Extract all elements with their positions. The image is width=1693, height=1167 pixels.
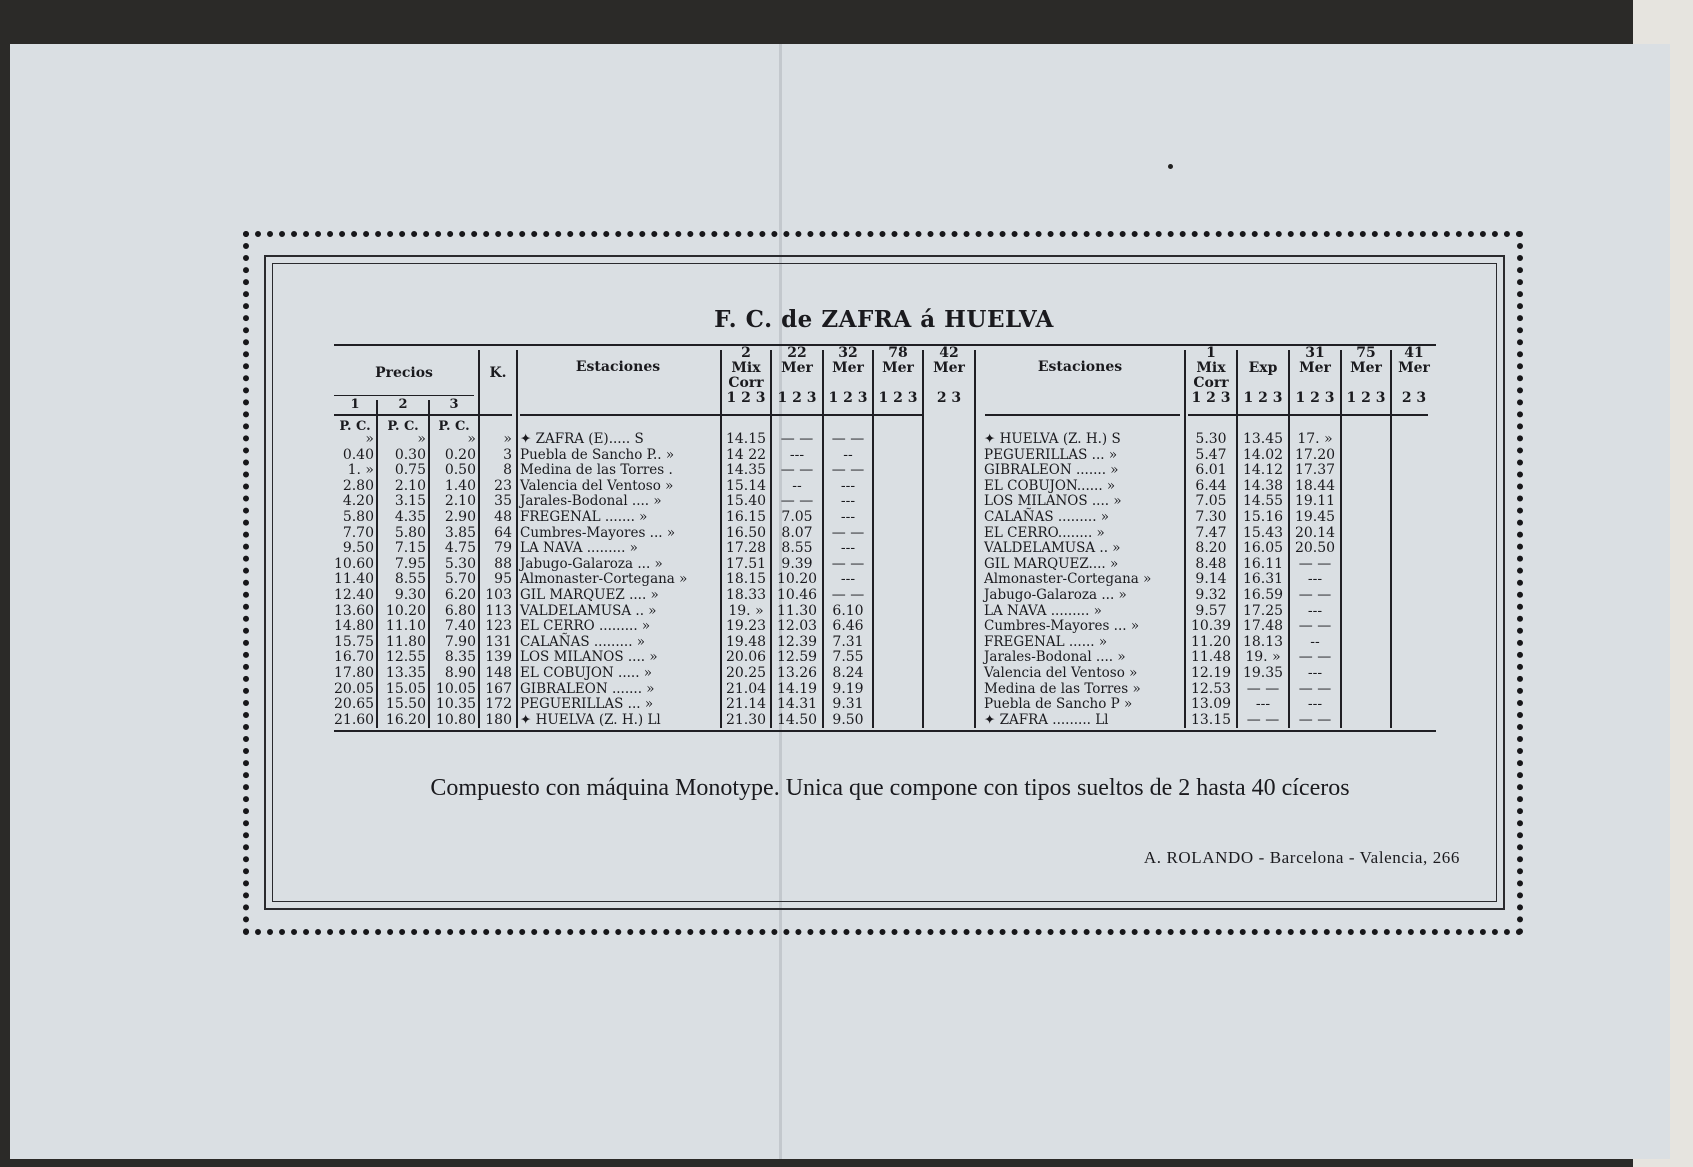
return-stations-cell: LOS MILANOS .... »: [984, 493, 1122, 510]
train-2-cell: 18.15: [725, 571, 767, 588]
price-class-3-cell: 6.80: [444, 602, 476, 619]
price-class-3-cell: 10.05: [435, 680, 476, 697]
stations-cell: Cumbres-Mayores ... »: [520, 524, 676, 541]
header-underline: [985, 414, 1180, 416]
train-75-header: 75 Mer 1 2 3: [1346, 345, 1386, 406]
km-cell: 88: [494, 555, 512, 572]
column-divider: [516, 350, 518, 728]
return-stations-cell: EL CERRO........ »: [984, 524, 1105, 541]
train-2-cell: 14 22: [725, 446, 767, 463]
price-class-1-cell: 14.80: [334, 618, 375, 635]
train-31-cell: 17.37: [1294, 462, 1336, 479]
train-31-cell: ---: [1307, 696, 1323, 713]
km-cell: 95: [494, 571, 512, 588]
train-exp-cell: 16.31: [1242, 571, 1284, 588]
train-32-column: [824, 432, 872, 728]
train-32-cell: ---: [840, 508, 856, 525]
train-exp-cell: 16.05: [1242, 540, 1284, 557]
timetable-title: F. C. de ZAFRA á HUELVA: [714, 306, 1054, 333]
train-31-cell: — —: [1298, 618, 1332, 635]
stations-cell: PEGUERILLAS ... »: [520, 696, 654, 713]
km-cell: 64: [494, 524, 512, 541]
train-exp-cell: 15.43: [1242, 524, 1284, 541]
price-class-1-cell: 12.40: [334, 586, 375, 603]
stations-cell: EL CERRO ......... »: [520, 618, 651, 635]
price-class-1-cell: 17.80: [334, 664, 375, 681]
train-exp-cell: 17.25: [1242, 602, 1284, 619]
train-32-cell: 7.55: [832, 649, 864, 666]
price-class-3-cell: 7.90: [444, 633, 476, 650]
train-32-cell: — —: [831, 586, 865, 603]
price-class-1-cell: 15.75: [334, 633, 375, 650]
train-exp-cell: 13.45: [1242, 431, 1284, 447]
pc-label-2: P. C.: [387, 419, 419, 434]
price-class-2-cell: 15.05: [385, 680, 426, 697]
train-32-cell: 9.50: [832, 711, 864, 728]
return-stations-cell: Cumbres-Mayores ... »: [984, 618, 1140, 635]
train-1-cell: 8.48: [1195, 555, 1227, 572]
train-31-cell: ---: [1307, 664, 1323, 681]
price-class-2-cell: 0.75: [394, 462, 426, 479]
train-31-cell: 19.11: [1294, 493, 1336, 510]
train-31-cell: ---: [1307, 571, 1323, 588]
train-78-header: 78 Mer 1 2 3: [878, 345, 918, 406]
column-divider: [1340, 350, 1342, 728]
train-32-cell: ---: [840, 571, 856, 588]
return-stations-cell: GIBRALEON ....... »: [984, 462, 1119, 479]
train-32-cell: 8.24: [832, 664, 864, 681]
price-class-3-cell: 10.80: [435, 711, 476, 728]
train-22-cell: 12.39: [776, 633, 818, 650]
return-stations-cell: Jarales-Bodonal .... »: [984, 649, 1126, 666]
return-stations-cell: EL COBUJON...... »: [984, 477, 1116, 494]
train-1-cell: 12.19: [1190, 664, 1232, 681]
train-exp-cell: 16.59: [1242, 586, 1284, 603]
stations-cell: GIL MARQUEZ .... »: [520, 586, 659, 603]
km-cell: 79: [494, 540, 512, 557]
train-42-header: 42 Mer 2 3: [933, 345, 965, 406]
train-exp-cell: 14.38: [1242, 477, 1284, 494]
price-class-2-cell: 11.80: [385, 633, 426, 650]
train-exp-cell: 14.02: [1242, 446, 1284, 463]
price-class-3-cell: 10.35: [435, 696, 476, 713]
train-31-cell: — —: [1298, 680, 1332, 697]
price-class-2-cell: 5.80: [394, 524, 426, 541]
train-exp-cell: 18.13: [1242, 633, 1284, 650]
train-exp-cell: 16.11: [1242, 555, 1284, 572]
train-1-cell: 8.20: [1195, 540, 1227, 557]
return-stations-cell: CALAÑAS ......... »: [984, 508, 1110, 525]
train-1-cell: 11.20: [1190, 633, 1232, 650]
km-cell: 180: [485, 711, 512, 728]
price-class-2-cell: 7.95: [394, 555, 426, 572]
km-cell: 113: [485, 602, 512, 619]
monotype-note: Compuesto con máquina Monotype. Unica que compone con tipos sueltos de 2 hasta 40 cíceros: [430, 775, 1350, 801]
km-cell: 103: [485, 586, 512, 603]
column-divider: [974, 350, 976, 728]
train-22-cell: 14.50: [776, 711, 818, 728]
train-32-cell: — —: [831, 555, 865, 572]
train-22-cell: 9.39: [781, 555, 813, 572]
stations-cell: CALAÑAS ......... »: [520, 633, 646, 650]
return-stations-cell: ✦ ZAFRA ......... Ll: [984, 711, 1109, 728]
train-31-cell: 19.45: [1294, 508, 1336, 525]
train-2-cell: 20.06: [725, 649, 767, 666]
price-class-3-cell: 0.20: [444, 446, 476, 463]
train-2-cell: 15.40: [725, 493, 767, 510]
train-1-cell: 13.09: [1190, 696, 1232, 713]
table-bottom-rule: [334, 730, 1436, 732]
km-header: K.: [489, 365, 507, 381]
train-22-cell: 14.31: [776, 696, 818, 713]
km-cell: 35: [494, 493, 512, 510]
train-2-column: [722, 432, 770, 728]
stations-cell: LOS MILANOS .... »: [520, 649, 658, 666]
price-class-3-cell: 0.50: [444, 462, 476, 479]
header-underline: [520, 414, 720, 416]
stations-cell: GIBRALEON ....... »: [520, 680, 655, 697]
price-class-3-cell: 8.90: [444, 664, 476, 681]
train-22-cell: 11.30: [776, 602, 818, 619]
return-stations-cell: FREGENAL ...... »: [984, 633, 1108, 650]
train-exp-cell: ---: [1255, 696, 1271, 713]
stations-cell: Jarales-Bodonal .... »: [520, 493, 662, 510]
estaciones-header-return: Estaciones: [1037, 359, 1123, 375]
header-underline: [334, 414, 482, 416]
price-class-3-cell: 4.75: [444, 540, 476, 557]
train-exp-cell: — —: [1246, 680, 1280, 697]
km-cell: 131: [485, 633, 512, 650]
train-1-cell: 7.30: [1195, 508, 1227, 525]
return-stations-column: [984, 432, 1182, 728]
train-2-header: 2 Mix Corr 1 2 3: [726, 345, 766, 406]
class-2-label: 2: [398, 397, 408, 412]
train-exp-cell: 19. »: [1245, 649, 1281, 666]
train-22-cell: — —: [780, 431, 814, 447]
km-cell: 139: [485, 649, 512, 666]
train-1-header: 1 Mix Corr 1 2 3: [1191, 345, 1231, 406]
train-32-cell: --: [843, 446, 853, 463]
price-class-1-column: [334, 432, 374, 728]
train-exp-cell: 14.12: [1242, 462, 1284, 479]
train-22-cell: 8.07: [781, 524, 813, 541]
train-31-cell: — —: [1298, 649, 1332, 666]
km-cell: 148: [485, 664, 512, 681]
price-class-2-cell: 0.30: [394, 446, 426, 463]
km-cell: 3: [503, 446, 512, 463]
price-class-1-cell: 20.65: [334, 696, 375, 713]
train-31-column: [1290, 432, 1340, 728]
price-class-2-cell: 10.20: [385, 602, 426, 619]
train-31-cell: ---: [1307, 602, 1323, 619]
train-32-header: 32 Mer 1 2 3: [828, 345, 868, 406]
km-cell: 167: [485, 680, 512, 697]
train-41-header: 41 Mer 2 3: [1398, 345, 1430, 406]
train-22-column: [772, 432, 822, 728]
stations-column: [520, 432, 718, 728]
return-stations-cell: Valencia del Ventoso »: [984, 664, 1138, 681]
train-22-cell: — —: [780, 493, 814, 510]
train-1-cell: 5.30: [1195, 431, 1227, 447]
estaciones-header: Estaciones: [575, 359, 661, 375]
return-stations-cell: Puebla de Sancho P »: [984, 696, 1133, 713]
price-class-1-cell: 13.60: [334, 602, 375, 619]
train-22-cell: ---: [789, 446, 805, 463]
train-2-cell: 15.14: [725, 477, 767, 494]
price-class-3-column: [430, 432, 476, 728]
train-2-cell: 20.25: [725, 664, 767, 681]
train-32-cell: 6.10: [832, 602, 864, 619]
km-cell: 172: [485, 696, 512, 713]
train-1-cell: 10.39: [1190, 618, 1232, 635]
price-class-1-cell: 20.05: [334, 680, 375, 697]
train-22-header: 22 Mer 1 2 3: [777, 345, 817, 406]
km-cell: »: [503, 431, 512, 447]
price-class-1-cell: 0.40: [342, 446, 374, 463]
return-stations-cell: PEGUERILLAS ... »: [984, 446, 1118, 463]
price-class-1-cell: 4.20: [342, 493, 374, 510]
price-class-3-cell: 7.40: [444, 618, 476, 635]
price-class-3-cell: 6.20: [444, 586, 476, 603]
train-2-cell: 21.30: [725, 711, 767, 728]
price-class-2-cell: 3.15: [394, 493, 426, 510]
return-stations-cell: VALDELAMUSA .. »: [984, 540, 1121, 557]
price-class-2-cell: 9.30: [394, 586, 426, 603]
price-class-2-cell: »: [417, 431, 426, 447]
price-class-3-cell: 2.90: [444, 508, 476, 525]
header-underline: [1188, 414, 1428, 416]
train-1-cell: 12.53: [1190, 680, 1232, 697]
price-class-1-cell: 2.80: [342, 477, 374, 494]
price-class-1-cell: 21.60: [334, 711, 375, 728]
return-stations-cell: GIL MARQUEZ.... »: [984, 555, 1119, 572]
price-class-2-cell: 8.55: [394, 571, 426, 588]
train-2-cell: 17.51: [725, 555, 767, 572]
train-1-cell: 6.44: [1195, 477, 1227, 494]
price-class-1-cell: 9.50: [342, 540, 374, 557]
train-exp-cell: — —: [1246, 711, 1280, 728]
train-22-cell: 8.55: [781, 540, 813, 557]
price-class-3-cell: 5.30: [444, 555, 476, 572]
train-32-cell: ---: [840, 477, 856, 494]
price-class-2-cell: 12.55: [385, 649, 426, 666]
train-31-header: 31 Mer 1 2 3: [1295, 345, 1335, 406]
stations-cell: Medina de las Torres .: [520, 462, 673, 479]
km-cell: 48: [494, 508, 512, 525]
price-class-2-column: [378, 432, 426, 728]
train-1-cell: 9.32: [1195, 586, 1227, 603]
train-22-cell: 13.26: [776, 664, 818, 681]
price-class-3-cell: 3.85: [444, 524, 476, 541]
train-31-cell: 20.14: [1294, 524, 1336, 541]
header-underline: [482, 414, 512, 416]
km-cell: 123: [485, 618, 512, 635]
train-31-cell: 18.44: [1294, 477, 1336, 494]
train-31-cell: 17. »: [1297, 431, 1333, 447]
precios-class-rule: [334, 395, 474, 396]
stations-cell: FREGENAL ....... »: [520, 508, 648, 525]
train-2-cell: 19. »: [728, 602, 764, 619]
price-class-2-cell: 7.15: [394, 540, 426, 557]
price-class-1-cell: 11.40: [334, 571, 375, 588]
train-2-cell: 14.35: [725, 462, 767, 479]
train-1-cell: 9.14: [1195, 571, 1227, 588]
train-31-cell: — —: [1298, 555, 1332, 572]
precios-header: Precios: [375, 365, 433, 381]
train-1-cell: 5.47: [1195, 446, 1227, 463]
train-32-cell: ---: [840, 493, 856, 510]
train-22-cell: — —: [780, 462, 814, 479]
train-2-cell: 16.50: [725, 524, 767, 541]
train-exp-cell: 15.16: [1242, 508, 1284, 525]
km-cell: 8: [503, 462, 512, 479]
printer-imprint: A. ROLANDO - Barcelona - Valencia, 266: [1143, 848, 1460, 867]
train-exp-column: [1238, 432, 1288, 728]
train-2-cell: 14.15: [725, 431, 767, 447]
price-class-2-cell: 16.20: [385, 711, 426, 728]
train-2-cell: 19.48: [725, 633, 767, 650]
train-exp-cell: 19.35: [1242, 664, 1284, 681]
price-class-1-cell: 10.60: [334, 555, 375, 572]
stations-cell: LA NAVA ......... »: [520, 540, 638, 557]
train-2-cell: 18.33: [725, 586, 767, 603]
price-class-3-cell: »: [467, 431, 476, 447]
stations-cell: ✦ ZAFRA (E)..... S: [520, 431, 644, 447]
train-31-cell: --: [1310, 633, 1320, 650]
column-divider: [922, 350, 924, 728]
km-column: [480, 432, 512, 728]
train-2-cell: 17.28: [725, 540, 767, 557]
price-class-1-cell: »: [365, 431, 374, 447]
train-32-cell: — —: [831, 524, 865, 541]
train-2-cell: 21.04: [725, 680, 767, 697]
train-2-cell: 21.14: [725, 696, 767, 713]
train-22-cell: 12.03: [776, 618, 818, 635]
price-class-3-cell: 8.35: [444, 649, 476, 666]
train-22-cell: 10.20: [776, 571, 818, 588]
return-stations-cell: Jabugo-Galaroza ... »: [984, 586, 1127, 603]
price-class-2-cell: 4.35: [394, 508, 426, 525]
stations-cell: EL COBUJON ..... »: [520, 664, 653, 681]
price-class-1-cell: 1. »: [347, 462, 374, 479]
train-2-cell: 16.15: [725, 508, 767, 525]
return-stations-cell: Medina de las Torres »: [984, 680, 1141, 697]
price-class-1-cell: 7.70: [342, 524, 374, 541]
train-exp-cell: 14.55: [1242, 493, 1284, 510]
column-divider: [1390, 350, 1392, 728]
price-class-3-cell: 5.70: [444, 571, 476, 588]
price-class-3-cell: 2.10: [444, 493, 476, 510]
price-class-2-cell: 13.35: [385, 664, 426, 681]
train-1-cell: 6.01: [1195, 462, 1227, 479]
stations-cell: Jabugo-Galaroza ... »: [520, 555, 663, 572]
train-32-cell: ---: [840, 540, 856, 557]
pc-label-3: P. C.: [438, 419, 470, 434]
train-22-cell: 10.46: [776, 586, 818, 603]
train-31-cell: 20.50: [1294, 540, 1336, 557]
pc-label-1: P. C.: [339, 419, 371, 434]
stations-cell: Almonaster-Cortegana »: [520, 571, 688, 588]
price-class-1-cell: 5.80: [342, 508, 374, 525]
class-3-label: 3: [449, 397, 459, 412]
train-1-cell: 11.48: [1190, 649, 1232, 666]
column-divider: [872, 350, 874, 728]
train-exp-header: Exp 1 2 3: [1243, 360, 1283, 406]
train-1-cell: 13.15: [1190, 711, 1232, 728]
train-32-cell: 9.31: [832, 696, 864, 713]
train-exp-cell: 17.48: [1242, 618, 1284, 635]
train-22-cell: 7.05: [781, 508, 813, 525]
train-1-column: [1186, 432, 1236, 728]
ink-speck: [1168, 164, 1173, 169]
price-class-2-cell: 2.10: [394, 477, 426, 494]
train-22-cell: 14.19: [776, 680, 818, 697]
train-1-cell: 9.57: [1195, 602, 1227, 619]
train-31-cell: — —: [1298, 711, 1332, 728]
km-cell: 23: [494, 477, 512, 494]
train-32-cell: 9.19: [832, 680, 864, 697]
return-stations-cell: Almonaster-Cortegana »: [984, 571, 1152, 588]
stations-cell: VALDELAMUSA .. »: [520, 602, 657, 619]
train-32-cell: — —: [831, 462, 865, 479]
train-22-cell: --: [792, 477, 802, 494]
price-class-1-cell: 16.70: [334, 649, 375, 666]
train-32-cell: 6.46: [832, 618, 864, 635]
train-1-cell: 7.47: [1195, 524, 1227, 541]
train-22-cell: 12.59: [776, 649, 818, 666]
train-2-cell: 19.23: [725, 618, 767, 635]
return-stations-cell: ✦ HUELVA (Z. H.) S: [984, 431, 1121, 447]
price-class-2-cell: 15.50: [385, 696, 426, 713]
train-31-cell: 17.20: [1294, 446, 1336, 463]
stations-cell: Valencia del Ventoso »: [520, 477, 674, 494]
train-31-cell: — —: [1298, 586, 1332, 603]
return-stations-cell: LA NAVA ......... »: [984, 602, 1102, 619]
train-32-cell: — —: [831, 431, 865, 447]
train-32-cell: 7.31: [832, 633, 864, 650]
class-1-label: 1: [350, 397, 360, 412]
price-class-3-cell: 1.40: [444, 477, 476, 494]
train-1-cell: 7.05: [1195, 493, 1227, 510]
stations-cell: Puebla de Sancho P.. »: [520, 446, 675, 463]
stations-cell: ✦ HUELVA (Z. H.) Ll: [520, 711, 661, 728]
price-class-2-cell: 11.10: [385, 618, 426, 635]
